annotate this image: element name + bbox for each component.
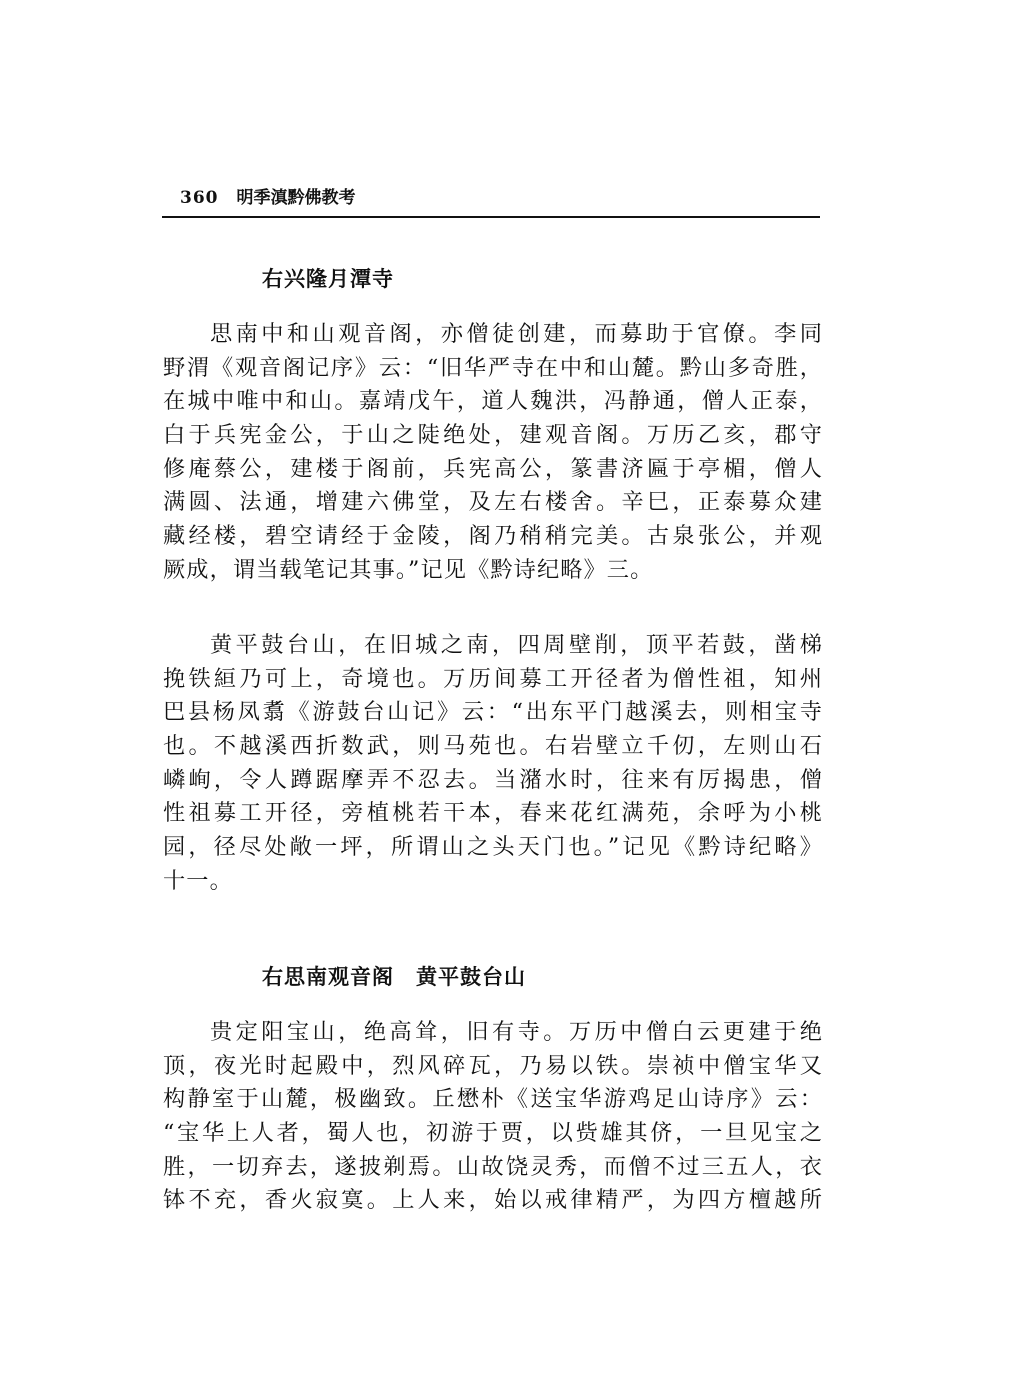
- text-line: 藏经楼，碧空请经于金陵，阁乃稍稍完美。古泉张公，并观: [163, 523, 823, 550]
- text-line: 贵定阳宝山，绝高耸，旧有寺。万历中僧白云更建于绝: [210, 1019, 823, 1045]
- text-line: 白于兵宪金公，于山之陡绝处，建观音阁。万历乙亥，郡守: [163, 422, 823, 449]
- text-line: 修庵蔡公，建楼于阁前，兵宪高公，篆書济匾于亭楣，僧人: [163, 455, 823, 482]
- text-line: 十一。: [163, 867, 233, 894]
- text-line: 黄平鼓台山，在旧城之南，四周壁削，顶平若鼓，凿梯: [210, 632, 823, 658]
- text-line: 顶，夜光时起殿中，烈风碎瓦，乃易以铁。崇祯中僧宝华又: [163, 1052, 823, 1079]
- text-line: 挽铁絙乃可上，奇境也。万历间募工开径者为僧性祖，知州: [163, 665, 823, 692]
- running-header: [164, 183, 824, 213]
- book-title: 明季滇黔佛教考: [236, 188, 356, 208]
- text-line: 也。不越溪西折数武，则马苑也。右岩壁立千仞，左则山石: [163, 733, 823, 760]
- text-line: 构静室于山麓，极幽致。丘懋朴《送宝华游鸡足山诗序》云：: [163, 1086, 823, 1113]
- section-heading-part: 右思南观音阁: [262, 964, 394, 989]
- header-rule: [162, 216, 820, 218]
- paragraph-siman-guanyin: [163, 318, 823, 588]
- section-heading: 右兴隆月潭寺: [262, 266, 394, 291]
- text-line: 思南中和山观音阁，亦僧徒创建，而募助于官僚。李同: [210, 321, 823, 347]
- section-heading-part: 黄平鼓台山: [416, 964, 526, 989]
- text-line: 满圆、法通，增建六佛堂，及左右楼舍。辛巳，正泰募众建: [163, 489, 823, 516]
- text-line: 园，径尽处敞一坪，所谓山之头天门也。”记见《黔诗纪略》: [163, 834, 823, 861]
- text-line: 钵不充，香火寂寞。上人来，始以戒律精严，为四方檀越所: [163, 1187, 823, 1214]
- text-line: 在城中唯中和山。嘉靖戊午，道人魏洪，冯静通，僧人正泰，: [163, 388, 823, 415]
- text-line: 野渭《观音阁记序》云：“旧华严寺在中和山麓。黔山多奇胜，: [163, 354, 823, 381]
- text-line: 性祖募工开径，旁植桃若干本，春来花红满苑，余呼为小桃: [163, 800, 823, 827]
- text-line: 厥成，谓当载笔记其事。”记见《黔诗纪略》三。: [163, 556, 654, 583]
- page-number: 360: [180, 188, 219, 208]
- text-line: 胜，一切弃去，遂披剃焉。山故饶灵秀，而僧不过三五人，衣: [163, 1153, 823, 1180]
- paragraph-guiding-yangbao: [163, 1016, 823, 1218]
- section-heading: [262, 962, 526, 992]
- text-line: 巴县杨凤翥《游鼓台山记》云：“出东平门越溪去，则相宝寺: [163, 699, 823, 726]
- paragraph-huangping-gutai: [163, 629, 823, 899]
- text-line: 嶙峋，令人蹲踞摩弄不忍去。当潴水时，往来有厉揭患，僧: [163, 766, 823, 793]
- text-line: “宝华上人者，蜀人也，初游于贾，以赀雄其侪，一旦见宝之: [163, 1120, 823, 1147]
